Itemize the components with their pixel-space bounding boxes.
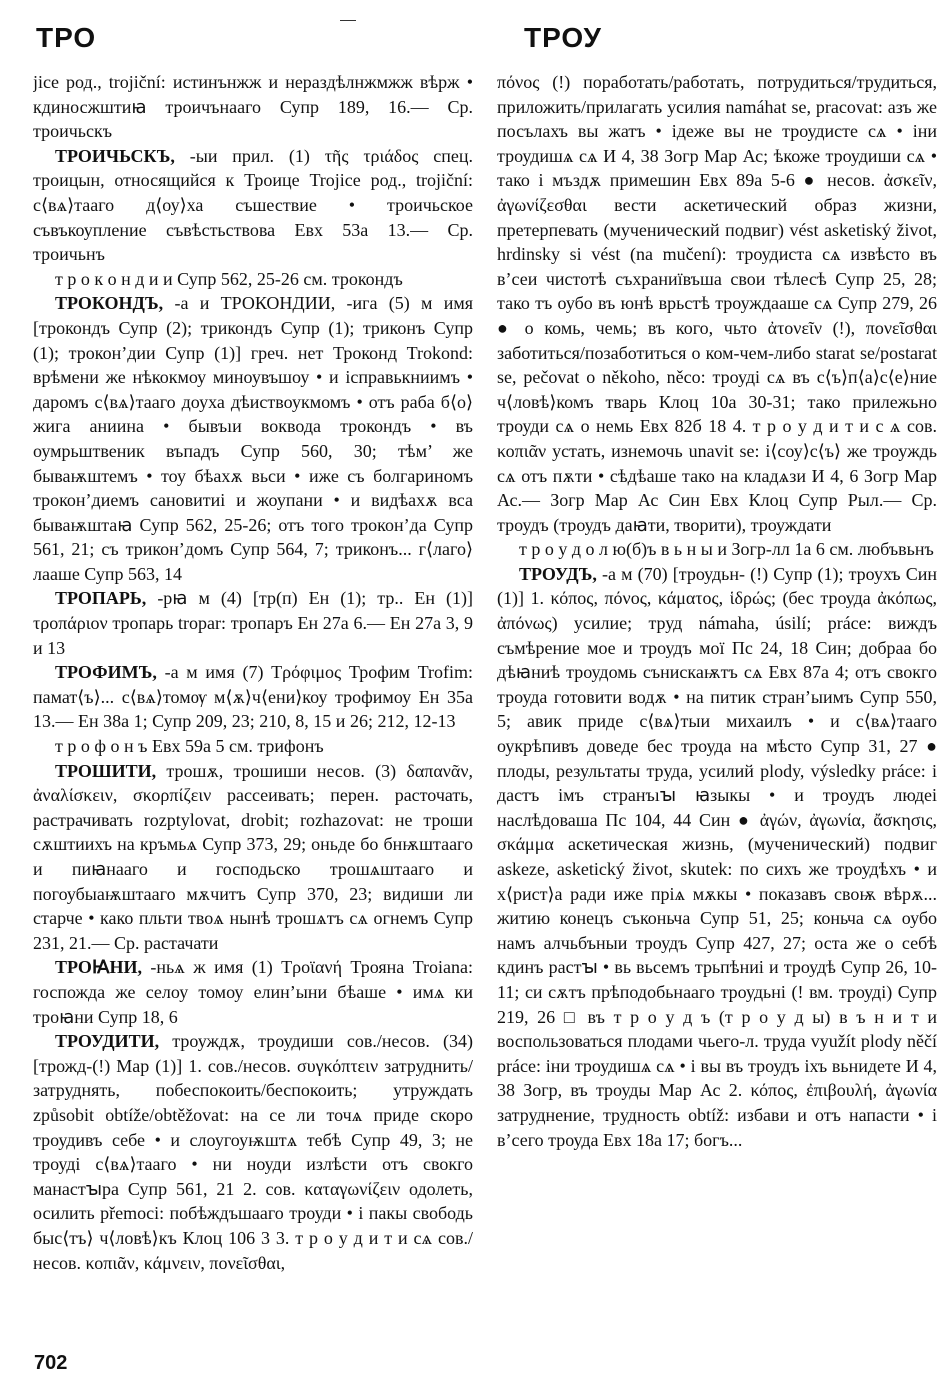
dictionary-entry — [33, 759, 473, 956]
right-column — [497, 70, 937, 1350]
entry-text: -рꙗ м (4) [тр(п) Ен (1); тр.. Ен (1)] τροπάριον тропарь tropar: тропаръ Ен 27а 6.— Ен 27а 3, 9 и 13 — [33, 588, 473, 658]
entry-text: -а м (70) [троудьн- (!) Супр (1); троухъ Син (1)] 1. κόπος, πόνος, κάματος, ἱδρώς; (бес троуда ἀκόπως, ἀπόνως) усилие; труд námaha, úsilí; práce: виждъ съмѣрение мое и троудъ мої Пс 24, 18 Син; добраа бо дѣꙗниѣ троудомь сънискаѭтъ сѧ Евх 87а 4; отъ свокго троуда готовити водѫ • на питик стран’ыимъ Супр 550, 5; авик приде с⟨вѧ⟩тыи михаилъ • и с⟨вѧ⟩тааго оукрѣпивъ доведе бес троуда на мѣсто Супр 31, 27 ● плоды, результаты труда, усилий plody, výsledky práce: і дастъ імъ странъıꙑ ꙗзыкы • и троудъ людеі наслѣдоваша Пс 104, 44 Син ● ἀγών, ἀγωνία, ἄσκησις, σκάμμα аскетическая жизнь, (мученический) подвиг askeze, asketický život, skutek: по сихъ же троудѣхъ • и х⟨рист⟩а ради иже пріѧ мѫкы • показавъ своѭ вѣрѫ... житию конецъ съконьча Супр 51, 25; коньча сѧ оубо намъ алчьбъныи троудъ Супр 427, 27; оста же о себѣ кдинъ растꙑ • вь вьсемъ трьпѣниі и троудѣ Супр 26, 10-11; си сѫтъ прѣподобьнааго троудьні (! вм. троуді) Супр 219, 26 □ въ т р о у д ъ (т р о у д ы) в ъ н и т и воспользоваться плодами чьего-л. труда využít plody něčí práce: іни троудишѧ сѧ • і вы въ троудъ іхъ вьнидете И 4, 38 Зогр, въ троуды Мар Ас 2. κόπος, ἐπιβουλή, ἀγωνία затруднение, трудность obtíž: избави и отъ напасти • і в’сего троуда Евх 18а 17; богъ... — [497, 563, 937, 1150]
dictionary-entry — [497, 70, 937, 537]
dictionary-entry — [497, 562, 937, 1152]
entry-text: jice род., trojiční: истинънжж и нераздѣлнжмжж вѣрж • кдиносжштиꙗ троичънааго Супр 189, 16.— Ср. троичьскъ — [33, 72, 473, 142]
dictionary-entry — [33, 734, 473, 759]
dictionary-entry — [33, 1029, 473, 1275]
page-number: 702 — [34, 1352, 68, 1374]
dictionary-entry — [33, 144, 473, 267]
dictionary-entry — [33, 267, 473, 292]
dictionary-entry — [33, 291, 473, 586]
entry-headword: ТРОКОНДЪ, — [55, 293, 164, 314]
entry-text: -ыи прил. (1) τῆς τριάδος спец. троицын, относящийся к Троице Trojice род., trojiční: с⟨вѧ⟩тааго д⟨оу⟩ха съшествие • троичьское съвъкоупление съвѣстьствова Евх 53а 13.— Ср. троичьнъ — [33, 145, 473, 265]
dictionary-entry — [497, 537, 937, 562]
entry-text: πόνος (!) поработать/работать, потрудиться/трудиться, приложить/прилагать усилия namáhat se, pracovat: азъ же посълахъ вы жатъ • ідеже вы не троудисте сѧ • іни троудишѧ сѧ И 4, 38 Зогр Мар Ас; ѣкоже троудиши сѧ • тако і мъздѫ примешин Евх 89а 5-6 ● несов. ἀσκεῖν, ἀγωνίζεσθαι вести аскетический образ жизни, претерпевать (мученический подвиг) vést asketiský život, hrdinsky si vést (na mučení): троудиста сѧ извѣсто въ в’сеи чистотѣ съхраниївъша свои тѣлесѣ Супр 25, 28; тако тъ оубо въ юнѣ врьстѣ троуждааше сѧ Супр 279, 26 ● о комь, чемь; въ кого, чьто ἀτονεῖν (!), πονεῖσθαι заботиться/позаботиться о ком-чем-либо starat se/postarat se, pečovat o někoho, něco: троуді сѧ въ с⟨ъ⟩п⟨а⟩с⟨е⟩ние ч⟨ловѣ⟩комъ тварь Клоц 10а 30-31; тако прилежьно троуди сѧ о немь Евх 82б 18 4. т р о у д и т и с ѧ сов. κοπιᾶν устать, изнемочь unavit se: і⟨соу⟩с⟨ъ⟩ же троуждь сѧ отъ пѫти • сѣдѣаше тако на кладѧзи И 4, 6 Зогр Мар Ас.— Зогр Мар Ас Син Евх Клоц Супр Рыл.— Ср. троудъ (троудъ даꙗти, творити), троуждати — [497, 72, 937, 535]
dictionary-entry — [33, 955, 473, 1029]
entry-headword: ТРОФИМЪ, — [55, 662, 157, 683]
left-column — [33, 70, 473, 1350]
entry-text: -а и ТРОКОНДИИ, -ига (5) м имя [трокондъ Супр (2); трикондъ Супр (1); триконъ Супр (1); трокон’дии Супр (1)] греч. нет Троконд Trokond: врѣмени же нѣкокмоу миноувъшоу • и ісправькниимъ • даромъ с⟨вѧ⟩тааго доуха дѣиствоукмомъ • отъ раба б⟨о⟩жига аниина • бывъıи воквода трокондъ • въ оумрьштвеник въпадъ Супр 560, 30; тѣм’ же бываѭштемъ • тоу бѣахѫ вьси • иже съ болгариномъ трокон’диемъ сановитиі и жоупани • и видѣахѫ вса бываѭштаꙗ Супр 562, 25-26; отъ того трокон’да Супр 561, 21; съ трикон’домъ Супр 564, 7; триконъ... г⟨лаго⟩лааше Супр 563, 14 — [33, 293, 473, 584]
entry-headword: ТРОУДЪ, — [519, 563, 597, 584]
entry-headword: ТРОПАРЬ, — [55, 588, 147, 609]
entry-text: троуждѫ, троудиши сов./несов. (34) [трожд-(!) Мар (1)] 1. сов./несов. συγκόπτειν затруднить/затруднять, побеспокоить/беспокоить; утруждать způsobit obtíže/obtěžovat: на се ли точѧ приде скоро троудивъ себе • и слоугоуѭштѧ тебѣ Супр 49, 3; не троуді с⟨вѧ⟩тааго • ни ноуди излѣсти отъ свокго манастꙑра Супр 561, 21 2. сов. καταγωνίζειν одолеть, осилить přemoci: побѣждъшааго троуди • і пакы свободь быс⟨тъ⟩ ч⟨ловѣ⟩къ Клоц 106 3 3. т р о у д и т и сѧ сов./несов. κοπιᾶν, κάμνειν, πονεῖσθαι, — [33, 1031, 473, 1273]
running-head-right: ТРОУ — [524, 22, 602, 53]
dictionary-entry — [33, 70, 473, 144]
entry-headword: ТРОꙖНИ, — [55, 957, 142, 978]
entry-text: -а м имя (7) Τρόφιμος Трофим Trofim: памат⟨ъ⟩... с⟨вѧ⟩томѹ м⟨ѫ⟩ч⟨ени⟩коу трофимоу Ен 35а 13.— Ен 38а 1; Супр 209, 23; 210, 8, 15 и 26; 212, 12-13 — [33, 662, 473, 732]
dictionary-entry — [33, 660, 473, 734]
entry-text: т р о у д о л ю(б)ъ в ь н ы и Зогр-лл 1а 6 см. любъвьнъ — [519, 539, 934, 560]
entry-headword: ТРОУДИТИ, — [55, 1031, 160, 1052]
dictionary-entry — [33, 586, 473, 660]
entry-text: -ньѧ ж имя (1) Τροϊανή Трояна Troiana: госпожда же селоу томоу елин’ыни бѣаше • имѧ ки троꙗни Супр 18, 6 — [33, 957, 473, 1027]
entry-headword: ТРОШИТИ, — [55, 760, 157, 781]
entry-text: т р о к о н д и и Супр 562, 25-26 см. трокондъ — [55, 268, 403, 289]
entry-text: т р о ф о н ъ Евх 59а 5 см. трифонъ — [55, 736, 324, 757]
divider — [340, 20, 356, 21]
entry-headword: ТРОИЧЬСКЪ, — [55, 145, 175, 166]
entry-text: трошѫ, трошиши несов. (3) δαπανᾶν, ἀναλίσκειν, σκορπίζειν рассеивать; перен. расточать, растрачивать rozptylovat, drobit; rozhazovat: не троши сѫштиихъ на кръмьѧ Супр 373, 29; оньде бо бнѭштааго и пиꙗнааго и господьско трошѧштааго и погоубыаѭштааго мѫчитъ Супр 370, 23; видиши ли старче • како пльти твоѧ нынѣ трошѧтъ сѧ огнемъ Супр 231, 21.— Ср. растачати — [33, 760, 473, 953]
running-head-left: ТРО — [36, 22, 97, 53]
